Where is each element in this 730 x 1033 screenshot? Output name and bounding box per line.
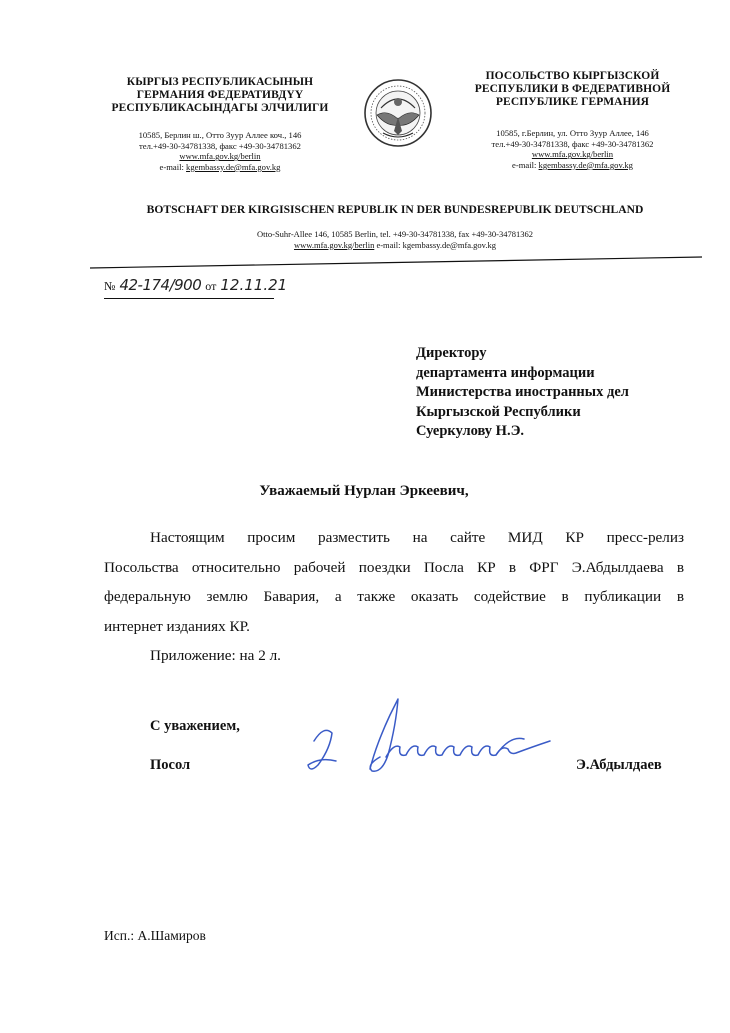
body-line: федеральную землю Бавария, а также оказать содействие в публикации в [104, 588, 684, 605]
emblem-icon [363, 75, 433, 151]
executor-note: Исп.: А.Шамиров [104, 928, 206, 943]
header-right-phone: тел.+49-30-34781338, факс +49-30-34781362 [491, 138, 654, 149]
header-left-phone: тел.+49-30-34781338, факс +49-30-34781362 [139, 140, 301, 151]
body-line: интернет изданиях КР. [104, 617, 250, 635]
german-links-row [85, 240, 705, 251]
salutation: Уважаемый Нурлан Эркеевич, [259, 483, 469, 499]
state-emblem [363, 75, 433, 151]
header-right-email-row [440, 160, 705, 171]
german-title: BOTSCHAFT DER KIRGISISCHEN REPUBLIK IN DER BUNDESREPUBLIK DEUTSCHLAND [146, 203, 644, 216]
header-left-address: 10585, Берлин ш., Отто Зуур Аллее коч., 146 [138, 130, 302, 140]
addressee-line: Суеркулову Н.Э. [416, 423, 525, 439]
header-divider [90, 255, 702, 271]
german-web-link[interactable]: www.mfa.gov.kg/berlin [293, 239, 375, 250]
body-line: Настоящим просим разместить на сайте МИД КР пресс-релиз [150, 529, 684, 546]
header-left-title-line: ГЕРМАНИЯ ФЕДЕРАТИВДҮҮ [136, 89, 304, 101]
reference-number-value: 42-174/900 [119, 276, 202, 294]
header-left-web-link[interactable]: www.mfa.gov.kg/berlin [179, 151, 261, 162]
header-right-web-link[interactable]: www.mfa.gov.kg/berlin [531, 149, 614, 160]
addressee-block [416, 344, 716, 442]
attachment-note: Приложение: на 2 л. [150, 647, 281, 664]
german-contacts [85, 229, 705, 250]
header-right-title-line: РЕСПУБЛИКЕ ГЕРМАНИЯ [495, 96, 650, 108]
letter-body [104, 523, 684, 641]
header-right-email-label: e-mail: [512, 159, 539, 170]
addressee-line: департамента информации [416, 364, 595, 381]
header-right-email-link[interactable]: kgembassy.de@mfa.gov.kg [538, 159, 633, 170]
addressee-line: Кыргызской Республики [416, 403, 581, 420]
closing: С уважением, [150, 718, 240, 734]
header-right-title-line: РЕСПУБЛИКИ В ФЕДЕРАТИВНОЙ [474, 83, 671, 95]
header-right-title [440, 70, 705, 109]
header-right-title-line: ПОСОЛЬСТВО КЫРГЫЗСКОЙ [485, 70, 660, 82]
body-line: Посольства относительно рабочей поездки Посла КР в ФРГ Э.Абдылдаева в [104, 558, 684, 576]
addressee-line: Директору [416, 345, 487, 361]
addressee-line: Министерства иностранных дел [416, 384, 629, 400]
header-left-email-row [85, 162, 355, 173]
reference-underline [104, 298, 274, 299]
header-right-address: 10585, г.Берлин, ул. Отто Зуур Аллее, 146 [496, 128, 649, 138]
header-right-contacts [440, 128, 705, 170]
header-left-email-label: e-mail: [159, 161, 187, 172]
reference-date: 12.11.21 [220, 276, 288, 294]
handwritten-signature [300, 695, 555, 780]
german-address: Otto-Suhr-Allee 146, 10585 Berlin, tel. +49-30-34781338, fax +49-30-34781362 [257, 229, 533, 239]
german-email: e-mail: kgembassy.de@mfa.gov.kg [374, 239, 497, 250]
signer-name: Э.Абдылдаев [576, 757, 662, 773]
signer-position: Посол [150, 757, 191, 773]
header-left-contacts [85, 130, 355, 172]
header-left-title-line: КЫРГЫЗ РЕСПУБЛИКАСЫНЫН [126, 76, 314, 88]
reference-prefix: № [104, 279, 116, 293]
reference-date-prefix: от [205, 279, 217, 293]
header-left-title [85, 76, 355, 115]
header-left-title-line: РЕСПУБЛИКАСЫНДАГЫ ЭЛЧИЛИГИ [111, 102, 329, 114]
header-left-email-link[interactable]: kgembassy.de@mfa.gov.kg [186, 161, 281, 172]
